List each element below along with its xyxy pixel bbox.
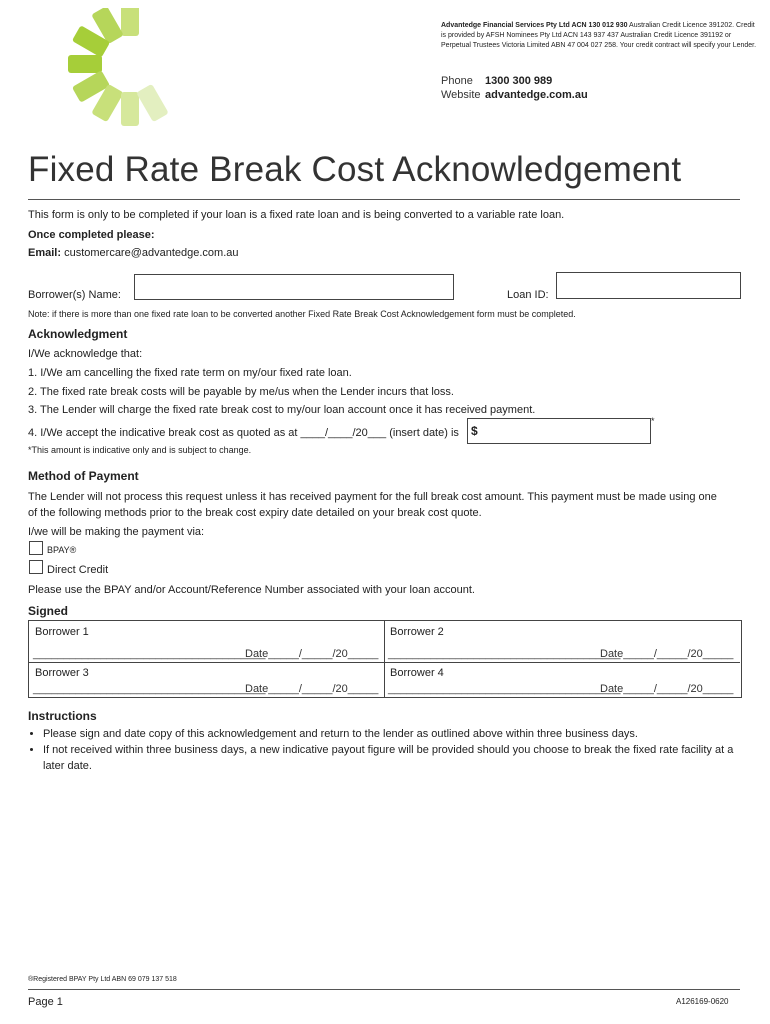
phone-value: 1300 300 989 [485, 75, 553, 87]
borrower-1-date-line[interactable]: Date_____/_____/20_____ [245, 648, 379, 660]
advantedge-logo [30, 8, 210, 138]
list-item: • If not received within three business days, a new indicative payout figure will be provided should you choose to break the fixed rate facility at a later date. [43, 742, 743, 774]
bpay-checkbox[interactable] [29, 541, 43, 555]
payment-paragraph: The Lender will not process this request unless it has received payment for the full break cost amount. This payment must be made using one [28, 491, 717, 503]
break-cost-amount-field[interactable] [467, 418, 651, 444]
acknowledgment-item: 2. The fixed rate break costs will be payable by me/us when the Lender incurs that loss. [28, 386, 454, 398]
footer-divider [28, 989, 740, 990]
multiple-loans-note: Note: if there is more than one fixed rate loan to be converted another Fixed Rate Break Cost Acknowledgement form must be completed. [28, 309, 576, 319]
amount-footnote: *This amount is indicative only and is subject to change. [28, 445, 252, 455]
bpay-label: BPAY® [47, 545, 77, 555]
borrower-3-date-line[interactable]: Date_____/_____/20_____ [245, 683, 379, 695]
borrower-4-label: Borrower 4 [390, 667, 444, 679]
acknowledgment-item: 1. I/We am cancelling the fixed rate term on my/our fixed rate loan. [28, 367, 352, 379]
borrower-2-date-line[interactable]: Date_____/_____/20_____ [600, 648, 734, 660]
acknowledgment-item: 3. The Lender will charge the fixed rate break cost to my/our loan account once it has received payment. [28, 404, 536, 416]
email-line [28, 246, 239, 260]
borrower-4-signature-line[interactable]: ______________________________________ [388, 683, 621, 695]
lender-legal-notice: Advantedge Financial Services Pty Ltd ACN 130 012 930 Australian Credit Licence 391202. Credit is provided by AFSH Nominees Pty Ltd ACN 143 937 437 Australian Credit Licence 391192 or Perpetual Trustees Victoria Limited ABN 47 004 027 258. Your credit contract will specify your Lender. [441, 22, 757, 49]
borrower-4-date-line[interactable]: Date_____/_____/20_____ [600, 683, 734, 695]
loan-id-label: Loan ID: [507, 289, 549, 301]
borrower-2-label: Borrower 2 [390, 626, 444, 638]
signed-heading: Signed [28, 604, 69, 618]
loan-id-field[interactable] [556, 272, 741, 299]
contact-details [441, 74, 588, 102]
borrower-1-label: Borrower 1 [35, 626, 89, 638]
direct-credit-label: Direct Credit [47, 564, 109, 576]
reference-instruction: Please use the BPAY and/or Account/Reference Number associated with your loan account. [28, 584, 475, 596]
form-code: A126169-0620 [676, 997, 729, 1006]
payment-heading: Method of Payment [28, 469, 139, 483]
once-completed-label: Once completed please: [28, 229, 155, 241]
borrower-1-signature-line[interactable]: ______________________________________ [33, 648, 266, 660]
dollar-sign: $ [471, 424, 478, 438]
borrower-2-signature-line[interactable]: ______________________________________ [388, 648, 621, 660]
acknowledgment-item: 4. I/We accept the indicative break cost as quoted as at ____/____/20___ (insert date) is [28, 427, 459, 439]
website-link[interactable]: advantedge.com.au [485, 89, 588, 101]
acknowledgment-lead: I/We acknowledge that: [28, 348, 143, 360]
signature-row-divider [28, 662, 740, 663]
bpay-registered-notice: ®Registered BPAY Pty Ltd ABN 69 079 137 518 [28, 976, 177, 983]
borrower-name-field[interactable] [134, 274, 454, 300]
list-item: • Please sign and date copy of this acknowledgement and return to the lender as outlined above within three business days. [43, 726, 743, 742]
website-label: Website [441, 89, 481, 101]
signature-column-divider [384, 620, 385, 698]
email-link[interactable]: customercare@advantedge.com.au [64, 247, 239, 259]
borrower-3-signature-line[interactable]: ______________________________________ [33, 683, 266, 695]
amount-asterisk: * [651, 416, 655, 426]
borrower-3-label: Borrower 3 [35, 667, 89, 679]
email-label: Email: [28, 247, 62, 259]
borrower-name-label: Borrower(s) Name: [28, 289, 121, 301]
payment-via-label: I/we will be making the payment via: [28, 526, 205, 538]
intro-text: This form is only to be completed if your loan is a fixed rate loan and is being converted to a variable rate loan. [28, 209, 565, 221]
phone-label: Phone [441, 75, 473, 87]
page-title: Fixed Rate Break Cost Acknowledgement [28, 150, 682, 189]
title-divider [28, 199, 740, 200]
acknowledgment-heading: Acknowledgment [28, 327, 128, 341]
payment-paragraph: of the following methods prior to the break cost expiry date detailed on your break cost quote. [28, 507, 482, 519]
direct-credit-checkbox[interactable] [29, 560, 43, 574]
instructions-heading: Instructions [28, 709, 97, 723]
instructions-list [28, 726, 743, 774]
page-number: Page 1 [28, 996, 63, 1008]
